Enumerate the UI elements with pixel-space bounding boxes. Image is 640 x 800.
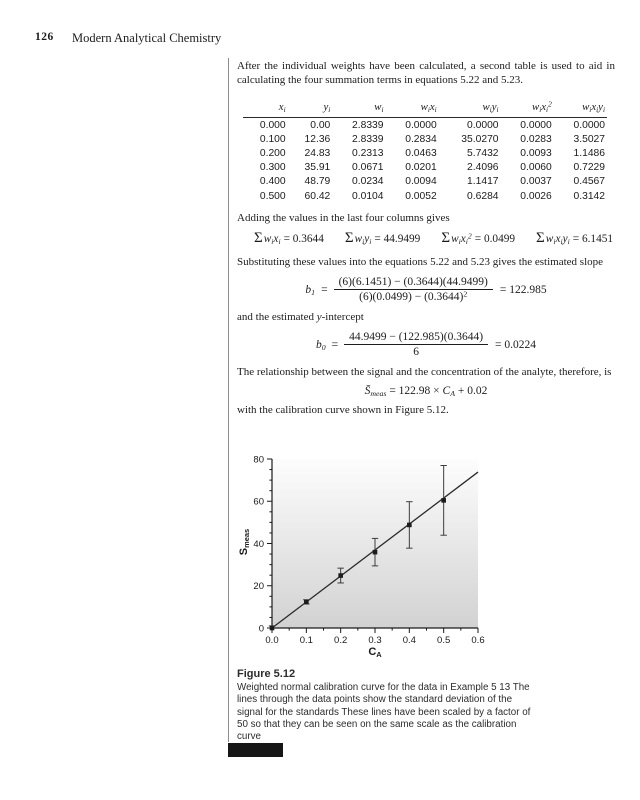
table-cell: 0.0094 bbox=[405, 176, 437, 188]
table-cell: 0.0000 bbox=[405, 119, 437, 131]
svg-text:40: 40 bbox=[253, 538, 264, 550]
text-run: -intercept bbox=[321, 311, 364, 324]
table-cell: 2.4096 bbox=[467, 162, 499, 174]
table-cell: 0.400 bbox=[259, 176, 286, 188]
table-cell: 12.36 bbox=[304, 133, 331, 145]
sigma-symbol: Σ bbox=[441, 230, 451, 247]
table-col-header: $w_ix_i$ bbox=[386, 100, 439, 118]
slope-equation bbox=[237, 276, 615, 303]
table-cell: 0.0026 bbox=[520, 190, 552, 202]
x-axis-label: $C_A$ bbox=[368, 646, 382, 659]
table-row bbox=[243, 189, 607, 203]
table-cell: 60.42 bbox=[304, 190, 331, 202]
sum-wx bbox=[254, 230, 324, 247]
denominator: $(6)(0.0499) - (0.3644)^2$ bbox=[359, 289, 468, 304]
table-cell: 0.2834 bbox=[405, 133, 437, 145]
sum-value: = 0.0499 bbox=[474, 232, 516, 245]
table-cell: 35.0270 bbox=[461, 133, 499, 145]
table-cell: 0.0201 bbox=[405, 162, 437, 174]
svg-text:0.6: 0.6 bbox=[471, 635, 485, 646]
svg-text:0.2: 0.2 bbox=[334, 635, 348, 646]
table-cell: 5.7432 bbox=[467, 147, 499, 159]
running-head: Modern Analytical Chemistry bbox=[72, 31, 222, 45]
table-cell: 0.0671 bbox=[352, 162, 384, 174]
italic-variable: y bbox=[316, 311, 322, 324]
main-column bbox=[237, 59, 615, 417]
figure-label: Figure 5.12 bbox=[237, 668, 296, 680]
table-cell: 35.91 bbox=[304, 162, 331, 174]
section-end-bar bbox=[228, 743, 283, 757]
substituting-paragraph: Substituting these values into the equations 5.22 and 5.23 gives the estimated slope bbox=[237, 256, 604, 269]
table-cell: 0.0060 bbox=[520, 162, 552, 174]
text-run: + 0.02 bbox=[455, 385, 488, 398]
svg-text:0.3: 0.3 bbox=[368, 635, 382, 646]
table-cell: 0.0000 bbox=[520, 119, 552, 131]
table-col-header: $w_i$ bbox=[332, 100, 385, 118]
chart-svg bbox=[236, 453, 504, 649]
y-axis-label: $S_{meas}$ bbox=[238, 528, 251, 556]
sum-term: $w_iy_i$ bbox=[354, 232, 372, 246]
figure-caption-block bbox=[237, 668, 540, 743]
svg-text:0.5: 0.5 bbox=[437, 635, 451, 646]
margin-rule bbox=[228, 58, 229, 742]
sum-term: $w_ix_iy_i$ bbox=[545, 232, 570, 246]
summation-results bbox=[254, 230, 615, 247]
table-cell: 48.79 bbox=[304, 176, 331, 188]
equation-lhs: $b_0$ bbox=[315, 338, 326, 352]
svg-text:80: 80 bbox=[253, 454, 264, 466]
sum-term: $w_ix_i^2$ bbox=[451, 231, 472, 246]
signal-equation bbox=[237, 385, 615, 397]
text-run: and the estimated bbox=[237, 311, 317, 324]
sum-value: = 6.1451 bbox=[572, 232, 614, 245]
sigma-symbol: Σ bbox=[536, 230, 545, 247]
table-cell: 0.0104 bbox=[352, 190, 384, 202]
table-head bbox=[243, 100, 607, 118]
intercept-paragraph bbox=[237, 310, 615, 324]
table-cell: 0.0093 bbox=[520, 147, 552, 159]
intercept-equation bbox=[237, 331, 615, 358]
table-cell: 0.200 bbox=[259, 147, 286, 159]
page-number: 126 bbox=[35, 31, 54, 43]
numerator: (6)(6.1451) − (0.3644)(44.9499) bbox=[334, 276, 493, 290]
equals-sign: = bbox=[321, 283, 328, 296]
table-cell: 2.8339 bbox=[352, 133, 384, 145]
sum-wxy bbox=[536, 230, 613, 247]
adding-paragraph: Adding the values in the last four columns gives bbox=[237, 212, 450, 225]
table-row bbox=[243, 175, 607, 189]
fraction bbox=[344, 331, 488, 358]
table-col-header: $w_ix_i^2$ bbox=[501, 100, 554, 118]
signal-variable: $S̄_{meas}$ bbox=[364, 385, 387, 399]
table-col-header: $y_i$ bbox=[288, 100, 333, 118]
table-cell: 1.1417 bbox=[467, 176, 499, 188]
table-cell: 0.0234 bbox=[352, 176, 384, 188]
table-col-header: $x_i$ bbox=[243, 100, 288, 118]
denominator: 6 bbox=[413, 346, 419, 359]
table-body bbox=[243, 118, 607, 204]
sum-wy bbox=[345, 230, 421, 247]
table-row bbox=[243, 132, 607, 146]
equation-lhs: $b_1$ bbox=[305, 283, 316, 297]
table-cell: 0.00 bbox=[310, 119, 331, 131]
relationship-paragraph: The relationship between the signal and the concentration of the analyte, therefore, is bbox=[237, 366, 612, 379]
table-cell: 0.0463 bbox=[405, 147, 437, 159]
sum-value: = 0.3644 bbox=[283, 232, 324, 245]
table-row bbox=[243, 161, 607, 175]
table-cell: 0.2313 bbox=[352, 147, 384, 159]
numerator: 44.9499 − (122.985)(0.3644) bbox=[344, 331, 488, 345]
table-cell: 0.3142 bbox=[573, 190, 605, 202]
table-cell: 0.0037 bbox=[520, 176, 552, 188]
table-row bbox=[243, 118, 607, 133]
table-cell: 0.500 bbox=[259, 190, 286, 202]
text-run: = 122.98 × bbox=[386, 385, 443, 398]
equals-sign: = bbox=[331, 338, 339, 351]
svg-text:0.1: 0.1 bbox=[299, 635, 313, 646]
y-tick-labels bbox=[253, 454, 264, 634]
table-cell: 0.100 bbox=[259, 133, 286, 145]
table-cell: 2.8339 bbox=[352, 119, 384, 131]
sigma-symbol: Σ bbox=[344, 230, 354, 247]
table-cell: 1.1486 bbox=[573, 147, 605, 159]
fraction bbox=[334, 276, 493, 303]
table-cell: 3.5027 bbox=[573, 133, 605, 145]
table-row bbox=[243, 146, 607, 160]
calibration-chart bbox=[236, 453, 504, 663]
table-header-row bbox=[243, 100, 607, 118]
table-cell: 0.0283 bbox=[520, 133, 552, 145]
table-cell: 0.000 bbox=[259, 119, 286, 131]
concentration-variable: $C_A$ bbox=[442, 385, 455, 399]
table-col-header: $w_ix_iy_i$ bbox=[554, 100, 607, 118]
figure-ref-paragraph: with the calibration curve shown in Figure 5.12. bbox=[237, 404, 449, 417]
figure-caption-text: Weighted normal calibration curve for the data in Example 5 13 The lines through the data points show the standard deviation of the signal for the standards These lines have been scaled by a factor of 50 so that they can be seen on the same scale as the calibration curve bbox=[237, 682, 531, 743]
sum-wx2 bbox=[441, 230, 515, 247]
table-cell: 24.83 bbox=[304, 147, 331, 159]
svg-text:0.4: 0.4 bbox=[402, 635, 416, 646]
sum-term: $w_ix_i$ bbox=[263, 232, 281, 246]
svg-text:0.0: 0.0 bbox=[265, 635, 279, 646]
equation-result: = 122.985 bbox=[499, 283, 547, 296]
svg-text:0: 0 bbox=[258, 623, 264, 635]
svg-text:20: 20 bbox=[253, 581, 264, 593]
table-cell: 0.4567 bbox=[573, 176, 605, 188]
table-cell: 0.0000 bbox=[573, 119, 605, 131]
sum-value: = 44.9499 bbox=[374, 232, 421, 245]
svg-text:60: 60 bbox=[253, 496, 264, 508]
intro-paragraph: After the individual weights have been calculated, a second table is used to aid in calculating the four summation terms in equations 5.22 and 5.23. bbox=[237, 60, 615, 86]
table-cell: 0.7229 bbox=[573, 162, 605, 174]
table-cell: 0.6284 bbox=[467, 190, 499, 202]
x-tick-labels bbox=[265, 635, 484, 646]
sigma-symbol: Σ bbox=[254, 230, 263, 247]
table-cell: 0.0000 bbox=[467, 119, 499, 131]
summation-table bbox=[243, 100, 607, 203]
equation-result: = 0.0224 bbox=[495, 338, 537, 351]
table-col-header: $w_iy_i$ bbox=[439, 100, 501, 118]
table-cell: 0.300 bbox=[259, 162, 286, 174]
table-cell: 0.0052 bbox=[405, 190, 437, 202]
